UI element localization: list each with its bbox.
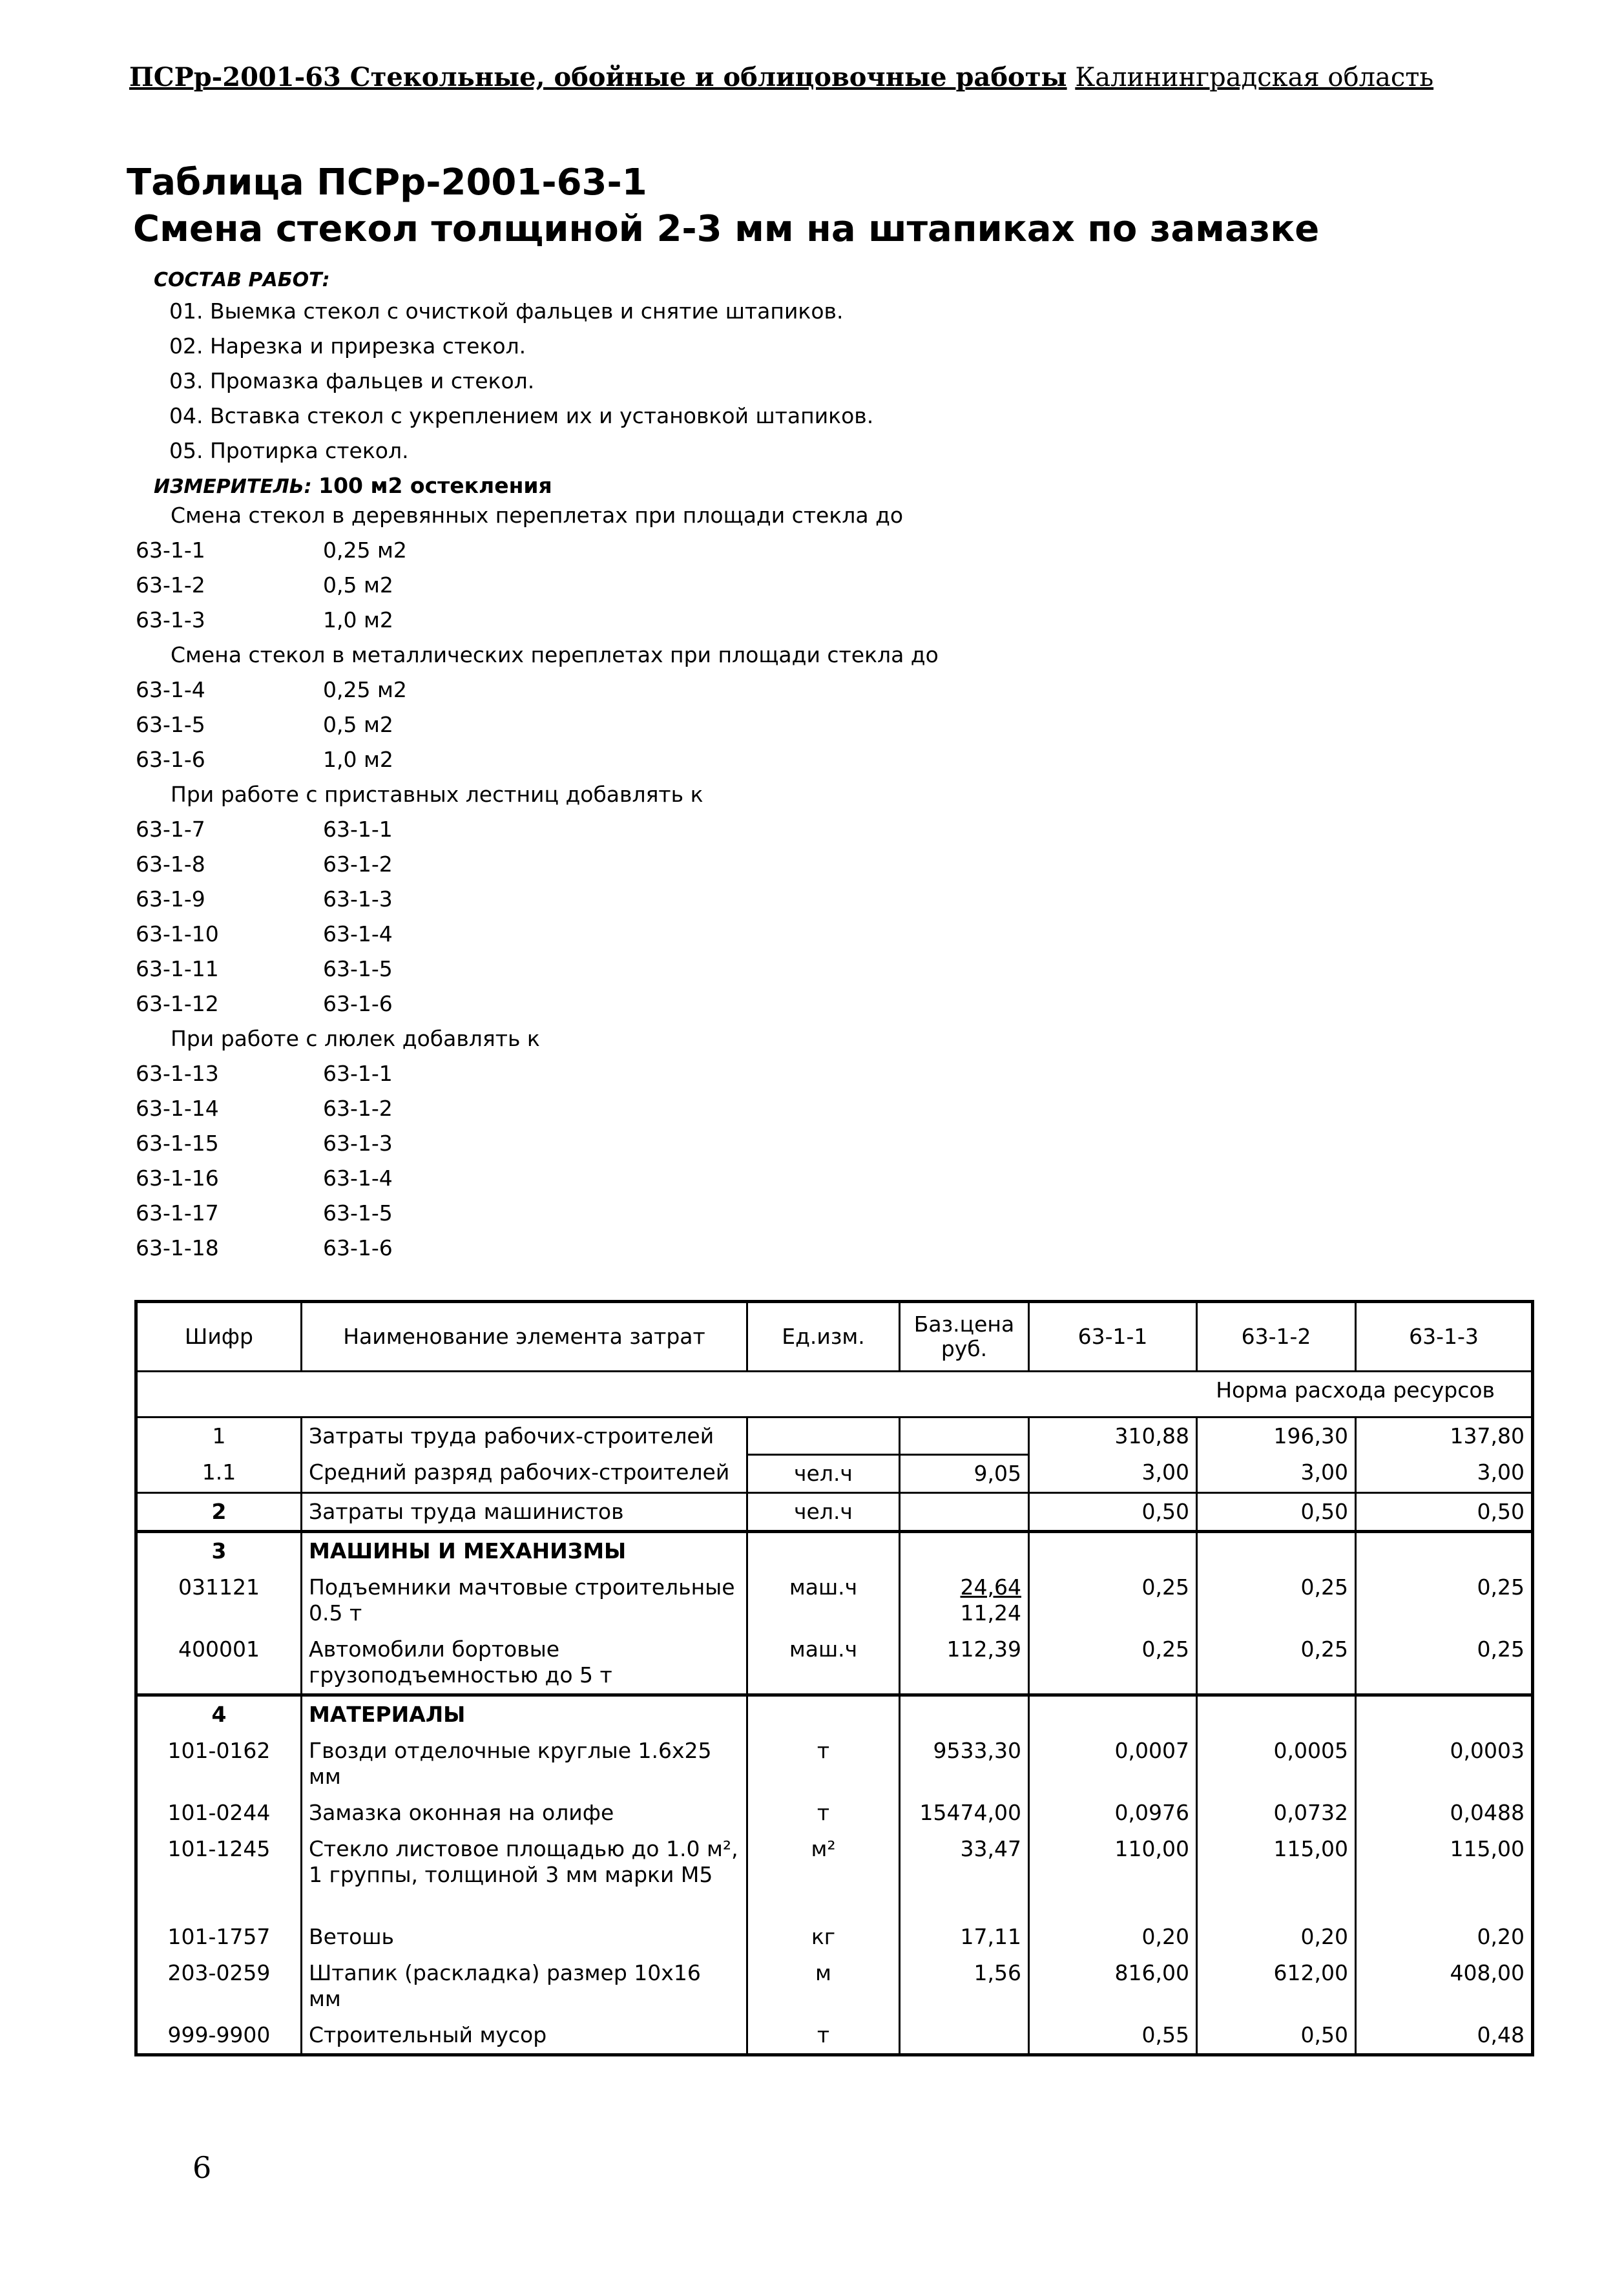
row-value-2: 115,00 <box>1197 1831 1356 1919</box>
section-name: МАТЕРИАЛЫ <box>302 1695 747 1733</box>
table-row <box>136 1733 1533 1795</box>
table-row <box>136 1955 1533 2017</box>
row-unit: кг <box>747 1919 900 1955</box>
item-code: 63-1-2 <box>136 572 205 598</box>
measure-label: ИЗМЕРИТЕЛЬ: <box>154 476 312 498</box>
row-value-1: 0,25 <box>1029 1631 1197 1695</box>
row-name: Ветошь <box>302 1919 747 1955</box>
row-value-3: 137,80 <box>1450 1423 1525 1449</box>
row-unit: чел.ч <box>747 1492 900 1531</box>
item-code: 63-1-8 <box>136 852 205 877</box>
item-value: 63-1-4 <box>323 921 393 947</box>
row-code: 031121 <box>136 1569 302 1631</box>
row-price: 112,39 <box>900 1631 1029 1695</box>
row-value-2: 0,20 <box>1197 1919 1356 1955</box>
row-price-cell <box>900 1569 1029 1631</box>
row-name: Средний разряд рабочих-строителей <box>302 1454 747 1492</box>
row-value-1: 3,00 <box>1029 1454 1197 1492</box>
table-row <box>136 1831 1533 1919</box>
row-code: 2 <box>136 1492 302 1531</box>
row-value-3: 3,00 <box>1477 1459 1525 1485</box>
section-row <box>136 1531 1533 1569</box>
table-row <box>136 1631 1533 1695</box>
row-code: 101-0244 <box>136 1795 302 1831</box>
item-code: 63-1-3 <box>136 607 205 633</box>
row-price <box>900 2017 1029 2055</box>
row-price: 24,64 <box>960 1574 1021 1600</box>
work-item: 03. Промазка фальцев и стекол. <box>169 368 535 393</box>
row-value-1: 816,00 <box>1029 1955 1197 2017</box>
row-name: Подъемники мачтовые строительные 0.5 т <box>302 1569 747 1631</box>
item-value: 63-1-2 <box>323 852 393 877</box>
row-value-1: 310,88 <box>1029 1417 1197 1455</box>
row-code: 101-1245 <box>136 1831 302 1919</box>
row-value-3 <box>1356 1695 1533 1733</box>
item-value: 63-1-6 <box>323 991 393 1016</box>
row-value-2: 0,25 <box>1197 1569 1356 1631</box>
row-unit: т <box>747 1795 900 1831</box>
item-value: 63-1-1 <box>323 817 393 842</box>
row-price <box>900 1417 1029 1455</box>
row-unit: чел.ч <box>747 1454 900 1492</box>
item-code: 63-1-9 <box>136 886 205 912</box>
item-code: 63-1-16 <box>136 1166 219 1191</box>
row-code: 400001 <box>136 1631 302 1695</box>
item-code: 63-1-7 <box>136 817 205 842</box>
table-header-row <box>136 1302 1533 1372</box>
row-value-2: 0,0005 <box>1197 1733 1356 1795</box>
row-value-3: 0,0003 <box>1450 1737 1525 1763</box>
item-value: 63-1-6 <box>323 1235 393 1260</box>
header-col-63-1-2: 63-1-2 <box>1197 1302 1356 1372</box>
row-value-2: 0,0732 <box>1197 1795 1356 1831</box>
section-code: 3 <box>136 1531 302 1569</box>
row-code: 1.1 <box>136 1454 302 1492</box>
row-unit <box>747 1417 900 1455</box>
row-code: 999-9900 <box>136 2017 302 2055</box>
header-col-63-1-3: 63-1-3 <box>1356 1302 1533 1372</box>
row-value-1: 0,25 <box>1029 1569 1197 1631</box>
measure-value: 100 м2 остекления <box>318 473 552 498</box>
row-value-3: 115,00 <box>1450 1836 1525 1861</box>
item-code: 63-1-14 <box>136 1096 219 1121</box>
row-value-2: 0,50 <box>1197 2017 1356 2055</box>
row-value-1: 0,50 <box>1029 1492 1197 1531</box>
row-name: Автомобили бортовые грузоподъемностью до 5 т <box>302 1631 747 1695</box>
table-row <box>136 1454 1533 1492</box>
work-label: СОСТАВ РАБОТ: <box>154 269 330 291</box>
row-value-3: 0,50 <box>1356 1492 1533 1531</box>
group-heading: Смена стекол в металлических переплетах при площади стекла до <box>171 642 939 667</box>
row-value-3: 408,00 <box>1450 1960 1525 1985</box>
work-item: 04. Вставка стекол с укреплением их и установкой штапиков. <box>169 403 874 428</box>
work-item: 05. Протирка стекол. <box>169 438 409 463</box>
row-value-1: 0,0976 <box>1029 1795 1197 1831</box>
table-row <box>136 1569 1533 1631</box>
table-row <box>136 1795 1533 1831</box>
row-unit: маш.ч <box>747 1631 900 1695</box>
row-value-3: 0,0488 <box>1450 1799 1525 1825</box>
row-name: Строительный мусор <box>302 2017 747 2055</box>
row-code: 203-0259 <box>136 1955 302 2017</box>
item-code: 63-1-6 <box>136 747 205 772</box>
item-value: 0,5 м2 <box>323 572 393 598</box>
row-unit: т <box>747 1733 900 1795</box>
header-price-line2: руб. <box>941 1336 988 1361</box>
group-heading: При работе с приставных лестниц добавлять к <box>171 782 703 807</box>
item-code: 63-1-1 <box>136 538 205 563</box>
item-value: 63-1-1 <box>323 1061 393 1086</box>
row-code: 1 <box>136 1417 302 1455</box>
row-price: 33,47 <box>900 1831 1029 1919</box>
item-code: 63-1-17 <box>136 1200 219 1226</box>
norm-label-row <box>136 1372 1533 1417</box>
section-code: 4 <box>136 1695 302 1733</box>
header-unit: Ед.изм. <box>747 1302 900 1372</box>
header-code: Шифр <box>136 1302 302 1372</box>
row-name: Стекло листовое площадью до 1.0 м², 1 группы, толщиной 3 мм марки М5 <box>302 1831 747 1919</box>
item-code: 63-1-10 <box>136 921 219 947</box>
row-unit: м <box>747 1955 900 2017</box>
row-value-2 <box>1197 1695 1356 1733</box>
row-value-2: 612,00 <box>1197 1955 1356 2017</box>
header-name: Наименование элемента затрат <box>302 1302 747 1372</box>
item-value: 0,25 м2 <box>323 677 407 702</box>
work-item: 02. Нарезка и прирезка стекол. <box>169 333 526 359</box>
row-unit: т <box>747 2017 900 2055</box>
item-code: 63-1-11 <box>136 956 219 981</box>
row-value-1: 0,20 <box>1029 1919 1197 1955</box>
resource-table <box>134 1300 1534 2056</box>
row-name: Замазка оконная на олифе <box>302 1795 747 1831</box>
row-value-1: 0,55 <box>1029 2017 1197 2055</box>
norm-label: Норма расхода ресурсов <box>136 1372 1533 1417</box>
row-value-3: 0,25 <box>1477 1636 1525 1662</box>
row-value-2: 196,30 <box>1197 1417 1356 1455</box>
header-price <box>900 1302 1029 1372</box>
row-value-1 <box>1029 1695 1197 1733</box>
section-row <box>136 1695 1533 1733</box>
row-value-1 <box>1029 1531 1197 1569</box>
section-name: МАШИНЫ И МЕХАНИЗМЫ <box>302 1531 747 1569</box>
row-value-3: 0,48 <box>1477 2022 1525 2047</box>
row-unit: маш.ч <box>747 1569 900 1631</box>
item-code: 63-1-18 <box>136 1235 219 1260</box>
measure-line <box>154 473 552 500</box>
row-name: Затраты труда рабочих-строителей <box>302 1417 747 1455</box>
item-code: 63-1-15 <box>136 1131 219 1156</box>
row-price: 9533,30 <box>900 1733 1029 1795</box>
row-price <box>900 1492 1029 1531</box>
group-heading: Смена стекол в деревянных переплетах при площади стекла до <box>171 503 904 528</box>
table-row <box>136 1417 1533 1455</box>
row-code: 101-1757 <box>136 1919 302 1955</box>
row-unit <box>747 1531 900 1569</box>
table-row <box>136 2017 1533 2055</box>
row-price: 9,05 <box>900 1454 1029 1492</box>
item-code: 63-1-5 <box>136 712 205 737</box>
row-value-2: 0,25 <box>1197 1631 1356 1695</box>
item-value: 0,25 м2 <box>323 538 407 563</box>
item-code: 63-1-4 <box>136 677 205 702</box>
row-price <box>900 1531 1029 1569</box>
item-value: 63-1-3 <box>323 1131 393 1156</box>
header-col-63-1-1: 63-1-1 <box>1029 1302 1197 1372</box>
header-region: Калининградская область <box>1075 63 1434 92</box>
row-price: 15474,00 <box>900 1795 1029 1831</box>
item-code: 63-1-12 <box>136 991 219 1016</box>
row-value-3: 0,25 <box>1477 1574 1525 1600</box>
row-price: 17,11 <box>900 1919 1029 1955</box>
item-value: 1,0 м2 <box>323 607 393 633</box>
row-price: 1,56 <box>900 1955 1029 2017</box>
item-value: 63-1-5 <box>323 1200 393 1226</box>
table-subtitle: Смена стекол толщиной 2-3 мм на штапиках по замазке <box>133 208 1320 250</box>
running-header <box>129 62 1550 92</box>
row-value-2: 0,50 <box>1197 1492 1356 1531</box>
row-code: 101-0162 <box>136 1733 302 1795</box>
row-value-2: 3,00 <box>1197 1454 1356 1492</box>
row-value-3 <box>1356 1531 1533 1569</box>
row-value-1: 0,0007 <box>1029 1733 1197 1795</box>
item-value: 1,0 м2 <box>323 747 393 772</box>
item-value: 63-1-4 <box>323 1166 393 1191</box>
work-item: 01. Выемка стекол с очисткой фальцев и снятие штапиков. <box>169 298 844 324</box>
row-value-3: 0,20 <box>1477 1923 1525 1949</box>
row-value-2 <box>1197 1531 1356 1569</box>
table-title: Таблица ПСРр-2001-63-1 <box>127 162 647 204</box>
table-row <box>136 1492 1533 1531</box>
item-value: 0,5 м2 <box>323 712 393 737</box>
item-value: 63-1-5 <box>323 956 393 981</box>
row-name: Гвозди отделочные круглые 1.6х25 мм <box>302 1733 747 1795</box>
item-code: 63-1-13 <box>136 1061 219 1086</box>
row-unit: м² <box>747 1831 900 1919</box>
item-value: 63-1-3 <box>323 886 393 912</box>
group-heading: При работе с люлек добавлять к <box>171 1026 540 1051</box>
row-value-1: 110,00 <box>1029 1831 1197 1919</box>
header-price-line1: Баз.цена <box>913 1312 1015 1337</box>
row-price-secondary: 11,24 <box>960 1600 1021 1626</box>
item-value: 63-1-2 <box>323 1096 393 1121</box>
page-number: 6 <box>193 2150 212 2185</box>
row-price <box>900 1695 1029 1733</box>
header-doc-code: ПСРр-2001-63 Стекольные, обойные и облицовочные работы <box>129 62 1067 92</box>
row-unit <box>747 1695 900 1733</box>
table-row <box>136 1919 1533 1955</box>
row-name: Затраты труда машинистов <box>302 1492 747 1531</box>
row-name: Штапик (раскладка) размер 10х16 мм <box>302 1955 747 2017</box>
